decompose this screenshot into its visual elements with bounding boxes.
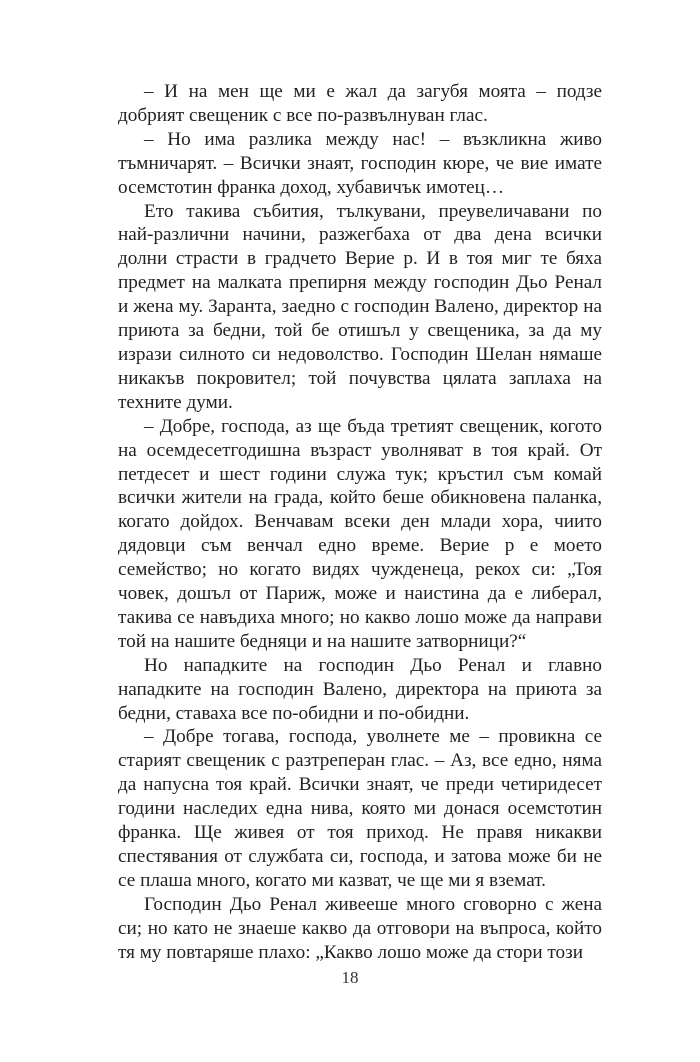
paragraph-2: – Но има разлика между нас! – възкликна живо тъмничарят. – Всички знаят, господин кюре, че вие имате осемстотин франка доход, хубавичък имотец… xyxy=(118,128,602,198)
paragraph-3: Ето такива събития, тълкувани, преувеличавани по най-различни начини, разжегбаха от два дена всички долни страсти в градчето Верие р. И в тоя миг те бяха предмет на малката препирня между господин Дьо Ренал и жена му. Заранта, заедно с господин Валено, директор на приюта за бедни, той бе отишъл у свещеника, за да му изрази силното си недоволство. Господин Шелан нямаше никакъв покровител; той почувства цялата заплаха на техните думи. xyxy=(118,200,602,413)
body-text xyxy=(118,80,602,965)
paragraph-7: Господин Дьо Ренал живееше много сговорно с жена си; но като не знаеше какво да отговори на въпроса, който тя му повтаряше плахо: „Какво лошо може да стори този xyxy=(118,893,602,963)
paragraph-1: – И на мен ще ми е жал да загубя моята – подзе добрият свещеник с все по-развълнуван глас. xyxy=(118,81,602,126)
paragraph-5: Но нападките на господин Дьо Ренал и главно нападките на господин Валено, директора на приюта за бедни, ставаха все по-обидни и по-обидни. xyxy=(118,654,602,724)
page-number: 18 xyxy=(341,968,359,987)
paragraph-4: – Добре, господа, аз ще бъда третият свещеник, когото на осемдесетгодишна възраст уволняват в тоя край. От петдесет и шест години служа тук; кръстил съм комай всички жители на града, който беше обикновена паланка, когато дойдох. Венчавам всеки ден млади хора, чиито дядовци съм венчал едно време. Верие р е моето семейство; но когато видях чужденеца, рекох си: „Тоя човек, дошъл от Париж, може и наистина да е либерал, такива се навъдиха много; но какво лошо може да направи той на нашите бедняци и на нашите затворници?“ xyxy=(118,415,602,652)
paragraph-6: – Добре тогава, господа, уволнете ме – провикна се старият свещеник с разтреперан глас. – Аз, все едно, няма да напусна тоя край. Всички знаят, че преди четиридесет години наследих една нива, която ми донася осемстотин франка. Ще живея от тоя приход. Не правя никакви спестявания от службата си, господа, и затова може би не се плаша много, когато ми казват, че ще ми я вземат. xyxy=(118,726,602,891)
